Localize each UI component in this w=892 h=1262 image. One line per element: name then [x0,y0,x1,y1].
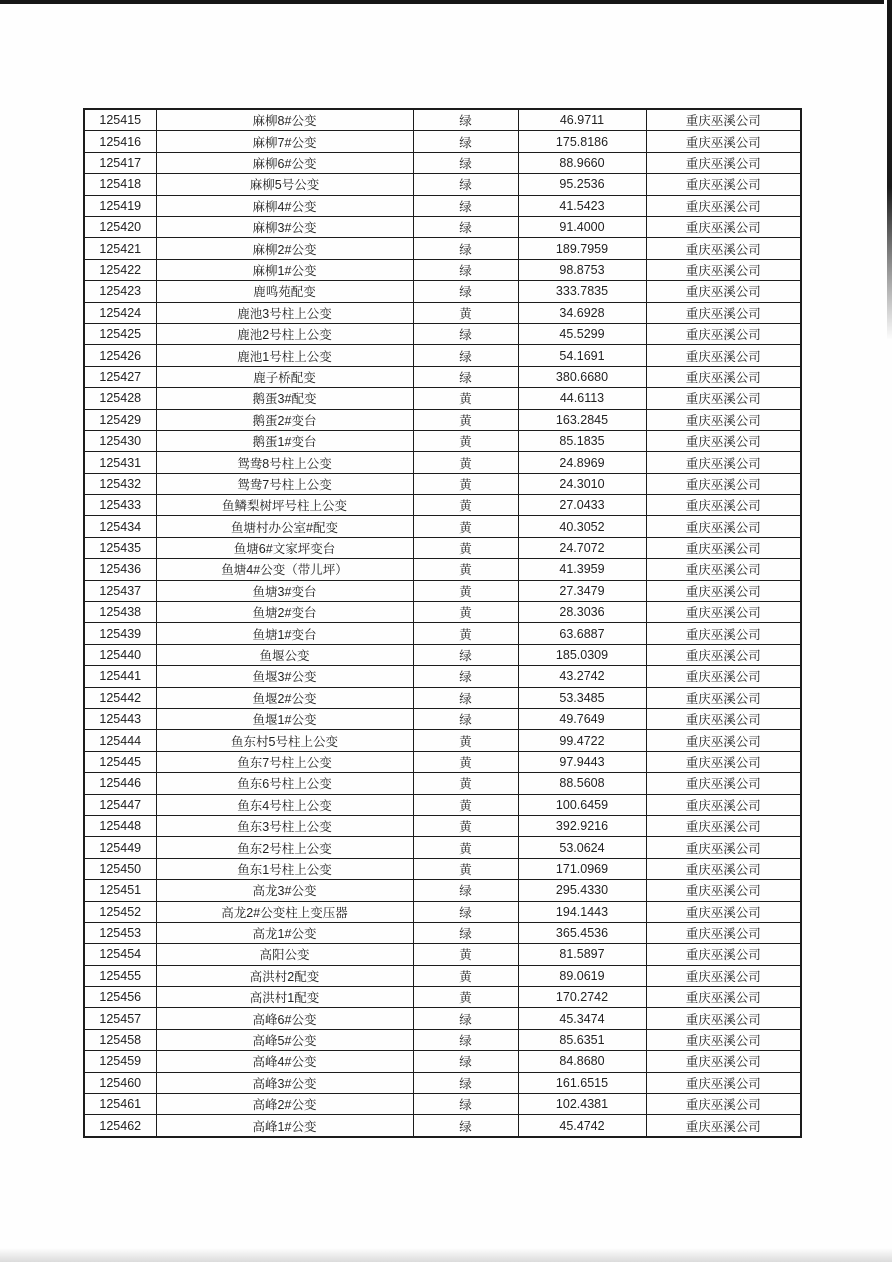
cell-name: 鱼鳞梨树坪号柱上公变 [156,495,413,516]
cell-company: 重庆巫溪公司 [646,944,801,965]
cell-company: 重庆巫溪公司 [646,366,801,387]
cell-name: 鹿池3号柱上公变 [156,302,413,323]
cell-value: 102.4381 [518,1094,646,1115]
cell-status: 黄 [413,773,518,794]
cell-value: 295.4330 [518,880,646,901]
table-row [84,559,801,580]
cell-company: 重庆巫溪公司 [646,217,801,238]
cell-value: 88.9660 [518,152,646,173]
cell-id: 125460 [84,1072,156,1093]
table-row [84,259,801,280]
cell-company: 重庆巫溪公司 [646,965,801,986]
cell-id: 125430 [84,430,156,451]
cell-status: 绿 [413,217,518,238]
cell-status: 绿 [413,1051,518,1072]
cell-status: 黄 [413,965,518,986]
cell-name: 高龙3#公变 [156,880,413,901]
table-row [84,1029,801,1050]
table-row [84,773,801,794]
cell-id: 125451 [84,880,156,901]
cell-name: 鱼东7号柱上公变 [156,751,413,772]
table-row [84,837,801,858]
cell-name: 鱼塘2#变台 [156,602,413,623]
table-row [84,794,801,815]
cell-value: 163.2845 [518,409,646,430]
cell-id: 125439 [84,623,156,644]
table-row [84,473,801,494]
cell-value: 27.0433 [518,495,646,516]
cell-id: 125416 [84,131,156,152]
cell-name: 鱼堰公变 [156,644,413,665]
cell-status: 绿 [413,1115,518,1137]
cell-status: 黄 [413,751,518,772]
cell-value: 81.5897 [518,944,646,965]
scan-fade-bottom [0,1248,892,1262]
transformer-data-table [83,108,802,1138]
table-row [84,922,801,943]
cell-value: 175.8186 [518,131,646,152]
cell-name: 高峰4#公变 [156,1051,413,1072]
cell-status: 黄 [413,430,518,451]
cell-id: 125431 [84,452,156,473]
cell-name: 高龙2#公变柱上变压器 [156,901,413,922]
table-row [84,623,801,644]
cell-status: 黄 [413,495,518,516]
cell-company: 重庆巫溪公司 [646,602,801,623]
table-row [84,281,801,302]
cell-id: 125422 [84,259,156,280]
cell-value: 85.1835 [518,430,646,451]
cell-value: 41.5423 [518,195,646,216]
table-row [84,944,801,965]
cell-status: 绿 [413,709,518,730]
cell-id: 125461 [84,1094,156,1115]
cell-company: 重庆巫溪公司 [646,794,801,815]
cell-value: 194.1443 [518,901,646,922]
cell-status: 绿 [413,880,518,901]
cell-company: 重庆巫溪公司 [646,837,801,858]
cell-value: 365.4536 [518,922,646,943]
cell-value: 88.5608 [518,773,646,794]
cell-company: 重庆巫溪公司 [646,345,801,366]
cell-company: 重庆巫溪公司 [646,495,801,516]
cell-value: 63.6887 [518,623,646,644]
cell-name: 高峰5#公变 [156,1029,413,1050]
table-row [84,366,801,387]
cell-name: 鱼塘4#公变（带儿坪） [156,559,413,580]
cell-value: 43.2742 [518,666,646,687]
cell-id: 125444 [84,730,156,751]
table-row [84,430,801,451]
cell-name: 鸳鸯7号柱上公变 [156,473,413,494]
cell-value: 27.3479 [518,580,646,601]
cell-name: 鱼东4号柱上公变 [156,794,413,815]
table-row [84,687,801,708]
cell-status: 绿 [413,644,518,665]
cell-name: 高峰1#公变 [156,1115,413,1137]
cell-value: 97.9443 [518,751,646,772]
cell-name: 鱼堰3#公变 [156,666,413,687]
cell-name: 高峰3#公变 [156,1072,413,1093]
cell-company: 重庆巫溪公司 [646,281,801,302]
cell-company: 重庆巫溪公司 [646,1094,801,1115]
cell-id: 125442 [84,687,156,708]
cell-company: 重庆巫溪公司 [646,559,801,580]
cell-company: 重庆巫溪公司 [646,901,801,922]
table-row [84,174,801,195]
cell-value: 185.0309 [518,644,646,665]
cell-company: 重庆巫溪公司 [646,922,801,943]
table-row [84,965,801,986]
cell-id: 125447 [84,794,156,815]
cell-value: 53.3485 [518,687,646,708]
cell-status: 绿 [413,687,518,708]
cell-company: 重庆巫溪公司 [646,131,801,152]
cell-company: 重庆巫溪公司 [646,1072,801,1093]
table-row [84,880,801,901]
cell-value: 28.3036 [518,602,646,623]
cell-company: 重庆巫溪公司 [646,773,801,794]
cell-company: 重庆巫溪公司 [646,644,801,665]
table-row [84,495,801,516]
cell-id: 125417 [84,152,156,173]
cell-value: 45.3474 [518,1008,646,1029]
cell-status: 绿 [413,366,518,387]
cell-id: 125457 [84,1008,156,1029]
table-row [84,388,801,409]
table-row [84,1072,801,1093]
table-row [84,516,801,537]
cell-value: 91.4000 [518,217,646,238]
cell-status: 黄 [413,815,518,836]
cell-status: 黄 [413,473,518,494]
cell-value: 170.2742 [518,987,646,1008]
cell-value: 333.7835 [518,281,646,302]
table-row [84,302,801,323]
cell-company: 重庆巫溪公司 [646,452,801,473]
cell-company: 重庆巫溪公司 [646,623,801,644]
cell-id: 125441 [84,666,156,687]
scan-edge-right [887,0,892,340]
cell-id: 125452 [84,901,156,922]
cell-company: 重庆巫溪公司 [646,730,801,751]
cell-company: 重庆巫溪公司 [646,1051,801,1072]
cell-status: 黄 [413,730,518,751]
cell-status: 黄 [413,559,518,580]
cell-name: 高峰2#公变 [156,1094,413,1115]
cell-value: 95.2536 [518,174,646,195]
cell-id: 125456 [84,987,156,1008]
cell-value: 45.5299 [518,323,646,344]
cell-id: 125458 [84,1029,156,1050]
cell-name: 鹅蛋3#配变 [156,388,413,409]
cell-value: 392.9216 [518,815,646,836]
table-row [84,217,801,238]
cell-value: 84.8680 [518,1051,646,1072]
cell-name: 高洪村1配变 [156,987,413,1008]
cell-id: 125424 [84,302,156,323]
cell-value: 380.6680 [518,366,646,387]
table-row [84,1051,801,1072]
cell-status: 绿 [413,259,518,280]
cell-company: 重庆巫溪公司 [646,709,801,730]
cell-name: 麻柳7#公变 [156,131,413,152]
cell-status: 绿 [413,345,518,366]
cell-id: 125450 [84,858,156,879]
cell-name: 高龙1#公变 [156,922,413,943]
cell-company: 重庆巫溪公司 [646,1115,801,1137]
cell-value: 40.3052 [518,516,646,537]
cell-status: 绿 [413,281,518,302]
cell-name: 高峰6#公变 [156,1008,413,1029]
cell-value: 100.6459 [518,794,646,815]
table-row [84,1115,801,1137]
cell-id: 125440 [84,644,156,665]
cell-company: 重庆巫溪公司 [646,987,801,1008]
cell-id: 125415 [84,109,156,131]
cell-company: 重庆巫溪公司 [646,666,801,687]
table-row [84,730,801,751]
cell-name: 鹅蛋1#变台 [156,430,413,451]
cell-company: 重庆巫溪公司 [646,1029,801,1050]
cell-status: 绿 [413,131,518,152]
cell-status: 黄 [413,987,518,1008]
cell-id: 125455 [84,965,156,986]
cell-value: 45.4742 [518,1115,646,1137]
cell-name: 鱼东1号柱上公变 [156,858,413,879]
cell-status: 黄 [413,516,518,537]
cell-status: 黄 [413,794,518,815]
table-row [84,109,801,131]
cell-value: 85.6351 [518,1029,646,1050]
cell-company: 重庆巫溪公司 [646,152,801,173]
cell-status: 绿 [413,1008,518,1029]
cell-value: 24.3010 [518,473,646,494]
cell-name: 麻柳8#公变 [156,109,413,131]
cell-company: 重庆巫溪公司 [646,430,801,451]
cell-id: 125448 [84,815,156,836]
cell-value: 161.6515 [518,1072,646,1093]
cell-company: 重庆巫溪公司 [646,1008,801,1029]
cell-status: 黄 [413,623,518,644]
cell-id: 125437 [84,580,156,601]
cell-status: 绿 [413,323,518,344]
table-row [84,537,801,558]
cell-id: 125429 [84,409,156,430]
cell-id: 125462 [84,1115,156,1137]
cell-name: 麻柳5号公变 [156,174,413,195]
cell-company: 重庆巫溪公司 [646,409,801,430]
table-row [84,666,801,687]
table-row [84,323,801,344]
cell-id: 125426 [84,345,156,366]
table-row [84,152,801,173]
cell-status: 绿 [413,666,518,687]
cell-name: 鱼东2号柱上公变 [156,837,413,858]
cell-id: 125436 [84,559,156,580]
cell-status: 黄 [413,537,518,558]
cell-name: 麻柳3#公变 [156,217,413,238]
cell-name: 鹿池2号柱上公变 [156,323,413,344]
cell-company: 重庆巫溪公司 [646,195,801,216]
table-row [84,901,801,922]
table-row [84,238,801,259]
cell-status: 绿 [413,174,518,195]
cell-id: 125428 [84,388,156,409]
table-row [84,345,801,366]
cell-company: 重庆巫溪公司 [646,473,801,494]
cell-company: 重庆巫溪公司 [646,516,801,537]
cell-id: 125454 [84,944,156,965]
cell-name: 高阳公变 [156,944,413,965]
cell-name: 鹿池1号柱上公变 [156,345,413,366]
cell-name: 鹅蛋2#变台 [156,409,413,430]
cell-company: 重庆巫溪公司 [646,109,801,131]
cell-status: 黄 [413,837,518,858]
cell-value: 189.7959 [518,238,646,259]
cell-value: 89.0619 [518,965,646,986]
cell-company: 重庆巫溪公司 [646,388,801,409]
table-row [84,1094,801,1115]
cell-name: 麻柳4#公变 [156,195,413,216]
cell-name: 麻柳6#公变 [156,152,413,173]
table-row [84,452,801,473]
table-row [84,602,801,623]
cell-id: 125425 [84,323,156,344]
cell-id: 125445 [84,751,156,772]
cell-value: 49.7649 [518,709,646,730]
cell-status: 绿 [413,195,518,216]
table-row [84,644,801,665]
cell-name: 鱼塘村办公室#配变 [156,516,413,537]
cell-status: 绿 [413,238,518,259]
cell-id: 125443 [84,709,156,730]
cell-value: 24.7072 [518,537,646,558]
cell-id: 125420 [84,217,156,238]
cell-id: 125449 [84,837,156,858]
cell-value: 44.6113 [518,388,646,409]
cell-status: 绿 [413,152,518,173]
table-row [84,195,801,216]
cell-status: 黄 [413,580,518,601]
table-row [84,1008,801,1029]
cell-value: 46.9711 [518,109,646,131]
cell-name: 鱼塘1#变台 [156,623,413,644]
cell-name: 鱼东3号柱上公变 [156,815,413,836]
cell-id: 125438 [84,602,156,623]
cell-value: 24.8969 [518,452,646,473]
cell-status: 绿 [413,109,518,131]
table-body [84,109,801,1137]
cell-id: 125423 [84,281,156,302]
cell-name: 鱼塘6#文家坪变台 [156,537,413,558]
cell-status: 黄 [413,944,518,965]
cell-company: 重庆巫溪公司 [646,174,801,195]
cell-value: 98.8753 [518,259,646,280]
cell-status: 黄 [413,858,518,879]
cell-id: 125435 [84,537,156,558]
cell-id: 125418 [84,174,156,195]
cell-company: 重庆巫溪公司 [646,880,801,901]
cell-company: 重庆巫溪公司 [646,687,801,708]
cell-id: 125421 [84,238,156,259]
cell-company: 重庆巫溪公司 [646,323,801,344]
cell-status: 黄 [413,602,518,623]
cell-id: 125434 [84,516,156,537]
table-row [84,751,801,772]
cell-company: 重庆巫溪公司 [646,302,801,323]
cell-name: 鸳鸯8号柱上公变 [156,452,413,473]
cell-value: 99.4722 [518,730,646,751]
cell-company: 重庆巫溪公司 [646,259,801,280]
cell-company: 重庆巫溪公司 [646,815,801,836]
cell-id: 125446 [84,773,156,794]
cell-value: 41.3959 [518,559,646,580]
cell-value: 53.0624 [518,837,646,858]
cell-name: 高洪村2配变 [156,965,413,986]
table-row [84,815,801,836]
cell-value: 34.6928 [518,302,646,323]
table-row [84,409,801,430]
cell-status: 绿 [413,1029,518,1050]
table-row [84,580,801,601]
cell-name: 麻柳1#公变 [156,259,413,280]
cell-status: 黄 [413,302,518,323]
cell-company: 重庆巫溪公司 [646,580,801,601]
cell-name: 鱼东6号柱上公变 [156,773,413,794]
cell-name: 鱼东村5号柱上公变 [156,730,413,751]
cell-value: 171.0969 [518,858,646,879]
table-row [84,131,801,152]
cell-id: 125453 [84,922,156,943]
table-row [84,709,801,730]
cell-status: 黄 [413,409,518,430]
cell-status: 绿 [413,901,518,922]
cell-id: 125419 [84,195,156,216]
cell-id: 125432 [84,473,156,494]
cell-id: 125433 [84,495,156,516]
cell-value: 54.1691 [518,345,646,366]
cell-id: 125427 [84,366,156,387]
table-row [84,987,801,1008]
cell-name: 麻柳2#公变 [156,238,413,259]
cell-name: 鱼堰2#公变 [156,687,413,708]
cell-status: 绿 [413,1094,518,1115]
scan-edge-top [0,0,884,4]
cell-company: 重庆巫溪公司 [646,858,801,879]
cell-status: 绿 [413,922,518,943]
cell-company: 重庆巫溪公司 [646,238,801,259]
cell-name: 鹿鸣苑配变 [156,281,413,302]
cell-status: 黄 [413,452,518,473]
cell-status: 黄 [413,388,518,409]
cell-status: 绿 [413,1072,518,1093]
cell-name: 鹿子桥配变 [156,366,413,387]
cell-company: 重庆巫溪公司 [646,751,801,772]
cell-company: 重庆巫溪公司 [646,537,801,558]
cell-id: 125459 [84,1051,156,1072]
cell-name: 鱼堰1#公变 [156,709,413,730]
table-row [84,858,801,879]
cell-name: 鱼塘3#变台 [156,580,413,601]
